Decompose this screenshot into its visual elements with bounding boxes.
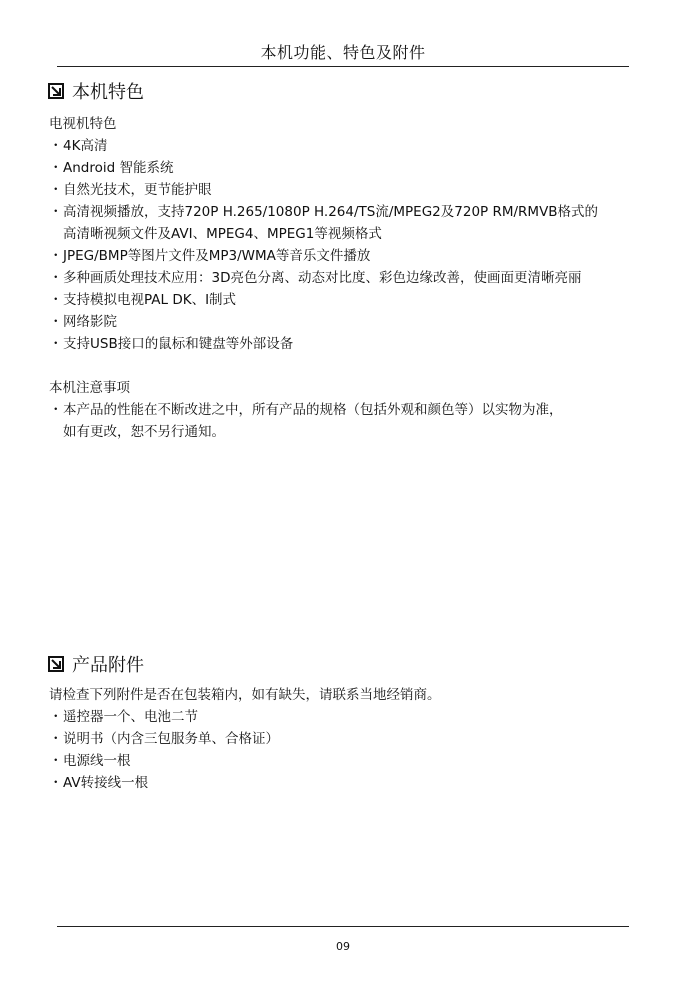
accessories-heading-text: 产品附件 [72, 655, 144, 676]
list-item: ・ 电源线一根 [49, 750, 639, 772]
page-header-title: 本机功能、特色及附件 [260, 43, 426, 62]
features-subheading: 电视机特色 [49, 116, 117, 132]
footer-divider [57, 926, 629, 927]
accessories-heading [48, 651, 144, 677]
list-item: ・ 遥控器一个、电池二节 [49, 706, 639, 728]
list-item: ・ 高清视频播放，支持720P H.265/1080P H.264/TS流/MPEG2及720P RM/RMVB格式的 高清晰视频文件及AVI、MPEG4、MPEG1等视频格式 [49, 201, 639, 245]
list-item: ・ 支持USB接口的鼠标和键盘等外部设备 [49, 333, 639, 355]
accessories-block [49, 684, 639, 794]
arrow-down-right-icon [48, 83, 64, 99]
list-item: ・ 支持模拟电视PAL DK、I制式 [49, 289, 639, 311]
accessories-intro: 请检查下列附件是否在包装箱内，如有缺失，请联系当地经销商。 [49, 687, 441, 703]
page-number: 09 [336, 940, 350, 953]
features-heading [48, 78, 144, 104]
list-item: ・ 多种画质处理技术应用：3D亮色分离、动态对比度、彩色边缘改善，使画面更清晰亮丽 [49, 267, 639, 289]
list-item: ・ 网络影院 [49, 311, 639, 333]
features-heading-text: 本机特色 [72, 82, 144, 103]
header-divider [57, 66, 629, 67]
arrow-down-right-icon [48, 656, 64, 672]
list-item: ・ 说明书（内含三包服务单、合格证） [49, 728, 639, 750]
features-block [49, 113, 639, 443]
list-item: ・ 自然光技术，更节能护眼 [49, 179, 639, 201]
list-item: ・ AV转接线一根 [49, 772, 639, 794]
notes-subheading: 本机注意事项 [49, 380, 130, 396]
list-item: ・ Android 智能系统 [49, 157, 639, 179]
list-item: ・ 本产品的性能在不断改进之中，所有产品的规格（包括外观和颜色等）以实物为准， 如有更改，恕不另行通知。 [49, 399, 639, 443]
list-item: ・ 4K高清 [49, 135, 639, 157]
list-item: ・ JPEG/BMP等图片文件及MP3/WMA等音乐文件播放 [49, 245, 639, 267]
